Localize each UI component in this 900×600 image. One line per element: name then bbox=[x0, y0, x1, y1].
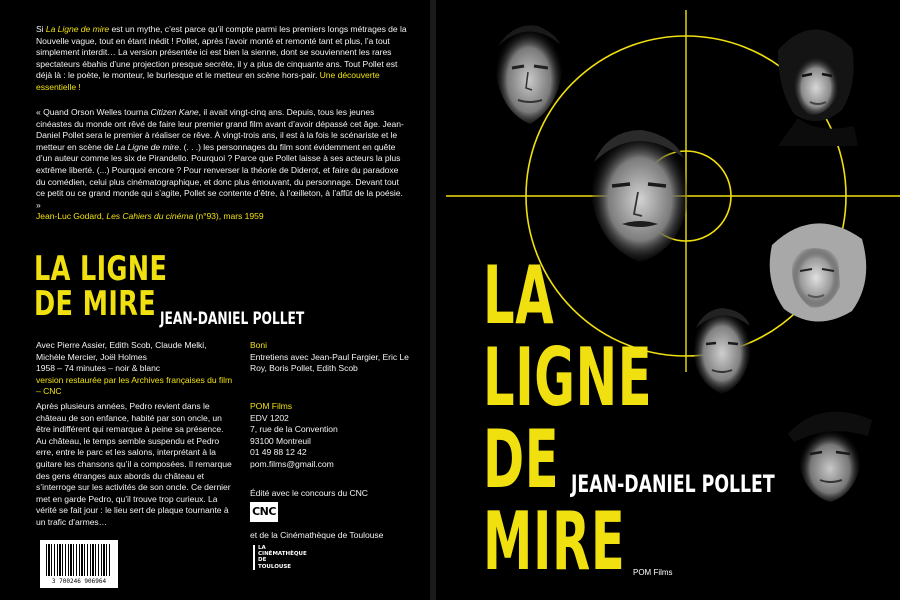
quote-text-b: , il avait vingt-cinq ans. Depuis, tous les jeunes cinéastes du monde ont rêvé de faire leur premier grand film avant d’avoir dépassé cet âge. Jean-Daniel Pollet sera le premier à réaliser ce rêve. À vingt-trois ans, il est à la fois le scénariste et le metteur en scène de bbox=[36, 107, 404, 152]
quote-film-title: La Ligne de mire bbox=[115, 141, 179, 152]
back-title-line2: DE MIRE bbox=[34, 284, 157, 324]
barcode-bars bbox=[46, 544, 112, 576]
publisher-ref: EDV 1202 bbox=[250, 412, 289, 423]
front-title-line4: MIRE bbox=[483, 495, 626, 588]
intro-text-a: Si bbox=[36, 24, 46, 34]
quote-signature bbox=[36, 211, 408, 223]
cinematheque-logo bbox=[253, 545, 308, 570]
credits-block bbox=[36, 340, 236, 398]
barcode-number: 3 700246 906964 bbox=[51, 578, 107, 585]
front-title-line1: LA bbox=[483, 249, 555, 342]
cnc-logo: CNC bbox=[250, 502, 278, 522]
front-title-line3: DE bbox=[483, 413, 560, 506]
intro-text-b: est un mythe, c’est parce qu’il compte parmi les premiers longs métrages de la Nouvelle vague, tout en étant inédit ! Pollet, après l’avoir monté et remonté tant et plus, l’a tout simplement interdit… La version présentée ici est bien la sienne, dont se souviennent les rares spectateurs ébahis d’une projection presque secrète, il y a plus de cinquante ans. Tout Pollet est déjà là : le poète, le monteur, le burlesque et le metteur en scène hors-pair. bbox=[36, 24, 407, 81]
bonus-text: Entretiens avec Jean-Paul Fargier, Eric Le Roy, Boris Pollet, Edith Scob bbox=[250, 351, 409, 374]
actor-photo-young-man-2 bbox=[684, 300, 760, 398]
restoration-note: version restaurée par les Archives françaises du film – CNC bbox=[36, 374, 233, 397]
intro-film-title: La Ligne de mire bbox=[45, 24, 110, 34]
publisher-city: 93100 Montreuil bbox=[250, 435, 311, 446]
sig-publication: Les Cahiers du cinéma bbox=[106, 211, 194, 222]
sig-issue: (n°93), mars 1959 bbox=[193, 211, 264, 222]
cinem-logo-line4: TOULOUSE bbox=[258, 563, 292, 570]
bonus-label: Boni bbox=[250, 340, 268, 350]
sig-author: Jean-Luc Godard, bbox=[36, 211, 107, 222]
front-publisher: POM Films bbox=[633, 568, 673, 577]
back-title bbox=[34, 249, 168, 324]
cnc-note: Édité avec le concours du CNC bbox=[250, 488, 368, 498]
quote-text-c: . (. . .) les personnages du film sont évidemment en quête d’un auteur comme les six de Pirandello. Pourquoi ? Parce que Pollet laisse à ses acteurs la plus extrême liberté. (...) Pourquoi encore ? Pour renverser la théorie de Diderot, et faire du paradoxe du comédien, celui plus cinématographique, et donc plus émouvant, du personnage. Devant tout ce petit ou ce grand monde qui s’agite, Pollet se contente d’être, à l’œilleton, à l’affût de la poésie. » bbox=[36, 141, 403, 210]
barcode bbox=[40, 540, 118, 588]
publisher-block bbox=[250, 401, 410, 471]
cast-list: Avec Pierre Assier, Edith Scob, Claude Melki, Michèle Mercier, Joël Holmes bbox=[36, 340, 207, 362]
back-author: JEAN-DANIEL POLLET bbox=[160, 309, 305, 329]
actor-photo-young-man bbox=[478, 12, 578, 130]
synopsis bbox=[36, 401, 236, 529]
front-cover bbox=[436, 0, 900, 600]
back-title-line1: LA LIGNE bbox=[34, 249, 168, 289]
cinem-logo-line2: CINÉMATHÈQUE bbox=[258, 551, 307, 558]
publisher-street: 7, rue de la Convention bbox=[250, 424, 338, 435]
front-author: JEAN-DANIEL POLLET bbox=[571, 470, 775, 498]
front-title-line2: LIGNE bbox=[483, 331, 653, 424]
actor-photo-cap-man bbox=[780, 394, 880, 506]
tech-info: 1958 – 74 minutes – noir & blanc bbox=[36, 363, 161, 374]
bonus-block bbox=[250, 340, 410, 375]
quote-text-a: « Quand Orson Welles tourna bbox=[36, 107, 151, 117]
publisher-email: pom.films@gmail.com bbox=[250, 458, 334, 469]
cinem-logo-line1: LA bbox=[258, 545, 266, 551]
actress-photo-woman bbox=[758, 14, 870, 146]
intro-paragraph bbox=[36, 24, 408, 94]
publisher-label: POM Films bbox=[250, 401, 293, 411]
cinematheque-note: et de la Cinémathèque de Toulouse bbox=[250, 530, 384, 540]
publisher-phone: 01 49 88 12 42 bbox=[250, 447, 307, 458]
intro-highlight: Une découverte essentielle ! bbox=[36, 70, 380, 92]
godard-quote bbox=[36, 107, 408, 223]
cinem-logo-line3: DE bbox=[258, 557, 267, 564]
quote-citizen-kane: Citizen Kane bbox=[150, 107, 199, 117]
synopsis-p2: Au château, le temps semble suspendu et Pedro erre, entre le parc et les salons, interprétant à la guitare les chansons qu’il a composées. Il remarque des gens étranges aux abords du château et s’interroge sur les activités de son oncle. Ce dernier met en garde Pedro, qu’il trouve trop curieux. La vérité se fait jour : le lieu sert de plaque tournante à un trafic d’armes… bbox=[36, 435, 232, 527]
back-cover bbox=[0, 0, 430, 600]
actress-photo-blonde bbox=[758, 205, 876, 335]
actor-photo-moustache-man bbox=[576, 118, 704, 268]
synopsis-p1: Après plusieurs années, Pedro revient dans le château de son enfance, habité par son oncle, un être indifférent qui remarque à peine sa présence. bbox=[36, 401, 224, 435]
